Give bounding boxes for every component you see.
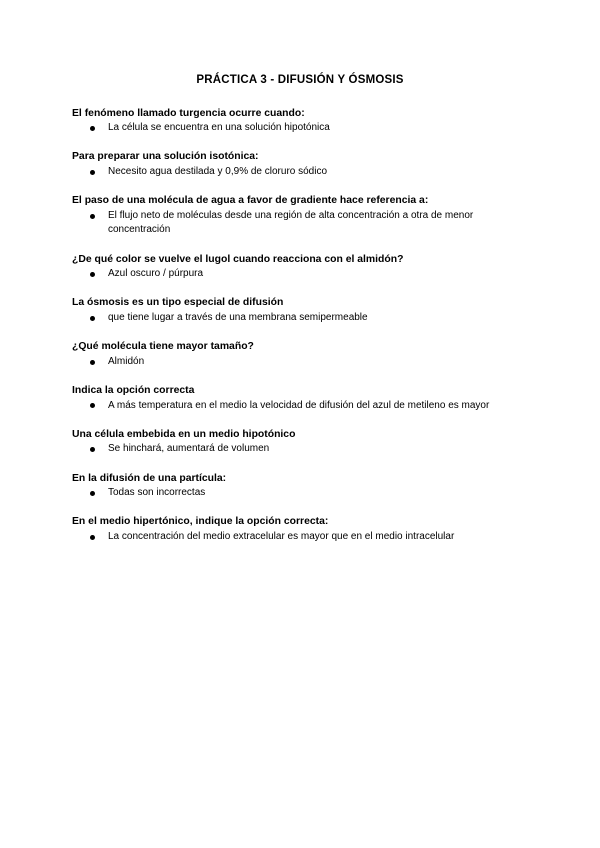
answer-text: Azul oscuro / púrpura	[108, 268, 204, 280]
question-text: El fenómeno llamado turgencia ocurre cuando:	[72, 107, 305, 119]
qa-block	[72, 472, 528, 501]
answer-item	[72, 165, 523, 180]
answer-list	[72, 486, 528, 501]
qa-block	[72, 107, 528, 136]
bullet-icon	[90, 535, 95, 540]
answer-list	[72, 209, 528, 238]
bullet-icon	[90, 126, 95, 131]
answer-list	[72, 165, 528, 180]
qa-block	[72, 253, 528, 282]
bullet-icon	[90, 491, 95, 496]
answer-text: El flujo neto de moléculas desde una región de alta concentración a otra de menor concentración	[108, 209, 474, 236]
question-text: El paso de una molécula de agua a favor de gradiente hace referencia a:	[72, 195, 429, 207]
qa-block	[72, 428, 528, 457]
bullet-icon	[90, 214, 95, 219]
answer-text: Todas son incorrectas	[108, 487, 206, 499]
answer-text: que tiene lugar a través de una membrana semipermeable	[108, 312, 368, 323]
answer-item	[72, 442, 523, 457]
page-title: PRÁCTICA 3 - DIFUSIÓN Y ÓSMOSIS	[196, 74, 404, 86]
question-text: En el medio hipertónico, indique la opción correcta:	[72, 516, 329, 528]
question-text: En la difusión de una partícula:	[72, 472, 227, 484]
question-text: Una célula embebida en un medio hipotónico	[72, 428, 296, 440]
bullet-icon	[90, 447, 95, 452]
answer-list	[72, 121, 528, 136]
answer-item	[72, 355, 523, 370]
qa-block	[72, 340, 528, 369]
bullet-icon	[90, 316, 95, 321]
answer-list	[72, 399, 528, 414]
question-text: Para preparar una solución isotónica:	[72, 151, 259, 163]
answer-item	[72, 267, 523, 282]
answer-item	[72, 121, 523, 136]
answer-list	[72, 267, 528, 282]
bullet-icon	[90, 403, 95, 408]
answer-item	[72, 311, 523, 326]
answer-item	[72, 209, 523, 238]
question-text: ¿Qué molécula tiene mayor tamaño?	[72, 341, 254, 353]
qa-list	[72, 107, 528, 545]
qa-block	[72, 384, 528, 413]
answer-list	[72, 355, 528, 370]
qa-block	[72, 150, 528, 179]
answer-item	[72, 486, 523, 501]
answer-text: La concentración del medio extracelular es mayor que en el medio intracelular	[108, 530, 455, 542]
question-text: Indica la opción correcta	[72, 384, 195, 396]
bullet-icon	[90, 170, 95, 175]
answer-item	[72, 530, 523, 545]
answer-list	[72, 442, 528, 457]
qa-block	[72, 194, 528, 238]
answer-list	[72, 530, 528, 545]
answer-text: La célula se encuentra en una solución hipotónica	[108, 122, 330, 134]
question-text: La ósmosis es un tipo especial de difusión	[72, 297, 284, 309]
answer-list	[72, 311, 528, 326]
qa-block	[72, 296, 528, 325]
qa-block	[72, 515, 528, 544]
question-text: ¿De qué color se vuelve el lugol cuando reacciona con el almidón?	[72, 253, 404, 265]
answer-text: Se hinchará, aumentará de volumen	[108, 443, 270, 455]
bullet-icon	[90, 360, 95, 365]
answer-text: Necesito agua destilada y 0,9% de cloruro sódico	[108, 166, 328, 178]
answer-item	[72, 399, 523, 414]
bullet-icon	[90, 272, 95, 277]
answer-text: A más temperatura en el medio la velocidad de difusión del azul de metileno es mayor	[108, 399, 490, 411]
answer-text: Almidón	[108, 355, 145, 367]
